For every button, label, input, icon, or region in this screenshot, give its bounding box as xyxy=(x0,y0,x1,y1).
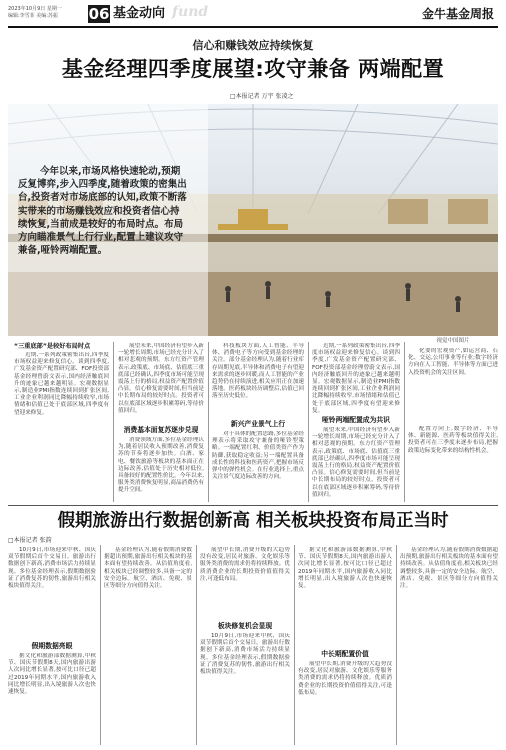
article2-col-2: 据文化和旅游部数据测算,中秋节、国庆节假期8天,国内旅游出游人次同比增长显著,按可比口径已超过2019年同期水平,国内旅游收入同比增长明显,出入境旅游人次也快速恢复。 xyxy=(8,653,96,696)
article2-col-5: 10月9日,市场迎来中秋、国庆双节假期后首个交易日。旅游出行数据创下新高,消费市场活力持续显现。多位基金经理表示,假期数据验证了消费复苏的韧性,旅游出行相关板块值得关注。 xyxy=(200,633,290,676)
article1-kicker: 信心和赚钱效应持续恢复 xyxy=(192,39,314,52)
article1-col-7: 展望未来,中国经济有望步入新一轮增长周期,市场已经充分计入了相对悲观的预期。东方红资产管理表示,政策底、市场底、估值底三重底部已经确认,四季度市场可能呈现震荡上行的格局,权益资产配置价值凸显。信心修复需要时间,但当前是中长期布局的较好时点。投资者可以在底部区域逐步积累筹码,等待价值回归。 xyxy=(312,427,400,498)
article2-col-1: 10月9日,市场迎来中秋、国庆双节假期后首个交易日。旅游出行数据创下新高,消费市场活力持续显现。多位基金经理表示,假期数据验证了消费复苏的韧性,旅游出行相关板块值得关注。 xyxy=(8,547,96,590)
article1-subhead-1: “三重底部”是较好布局时点 xyxy=(14,343,91,350)
photo-credit: 视觉中国图片 xyxy=(436,338,470,344)
article1-byline: □本报记者 万宇 张凌之 xyxy=(230,93,294,100)
section-english-label: fund xyxy=(172,4,209,20)
article1-col-1: 近期,一系列政策密集出台,四季度市场权益迎来修复信心。谈到四季度,广发基金资产配置研究部、FOF投资部基金经理曾蔚文表示,国内经济触底回升的迹象已越来越明显。宏观数据显示,制造业PMI指数连续回到扩张区间,工业企业利润同比降幅持续收窄,市场情绪和估值已处于底部区域,四季度有望迎来修复。 xyxy=(14,352,109,416)
article1-subhead-2: 消费基本面复苏逐步兑现 xyxy=(123,426,199,434)
column-divider xyxy=(113,342,114,502)
article2-subhead-1: 假期数据亮眼 xyxy=(31,642,73,650)
section-title: 基金动向 xyxy=(113,6,166,21)
newspaper-logo: 金牛基金周报 xyxy=(422,7,495,21)
article2-subhead-3: 中长期配置价值 xyxy=(321,650,369,658)
article2-headline: 假期旅游出行数据创新高 相关板块投资布局正当时 xyxy=(57,511,449,531)
article2-byline: □本报记者 张韵 xyxy=(8,537,52,544)
article2-col-7: 展望中长期,消费升级的大趋势没有改变,居民对旅游、文化娱乐等服务类消费的需求仍将持续释放。优质消费企业的长期投资价值值得关注,可逢低布局。 xyxy=(298,661,392,696)
column-divider xyxy=(196,545,197,745)
column-divider xyxy=(100,545,101,745)
article1-lead: 今年以来,市场风格快速轮动,预期反复博弈,步入四季度,随着政策的密集出台,投资者对市场底部的认知,政策不断落实带来的市场赚钱效应和投资者信心持续恢复,当前成是较好的布局时点。布局方向瞄准景气上行行业,配置上建议攻守兼备,哑铃两端配置。 xyxy=(18,166,187,257)
article1-headline: 基金经理四季度展望:攻守兼备 两端配置 xyxy=(61,57,445,81)
masthead-date: 2023年10月9日 星期一 编辑:李雪菲 美编:苏振 xyxy=(8,6,62,19)
article2-subhead-2: 板块修复机会显现 xyxy=(217,622,273,630)
header-rule xyxy=(8,26,498,28)
article1-col-6: 近期,一系列政策密集出台,四季度市场权益迎来修复信心。谈到四季度,广发基金资产配置研究部、FOF投资部基金经理曾蔚文表示,国内经济触底回升的迹象已越来越明显。宏观数据显示,制造业PMI指数连续回到扩张区间,工业企业利润同比降幅持续收窄,市场情绪和估值已处于底部区域,四季度有望迎来修复。 xyxy=(312,343,400,413)
article1-subhead-4: 哑铃两端配置成为共识 xyxy=(322,416,390,424)
article1-col-3: 消费领域方面,多位基金经理认为,随着居民收入预期改善,消费复苏的节奏将逐步加快。白酒、家电、餐饮旅游等板块的基本面正在边际改善,估值处于历史相对低位,具备较好的配置性价比。今年以来,服务类消费恢复明显,商品消费仍有提升空间。 xyxy=(118,437,204,494)
article2-col-8: 基金经理认为,随着假期消费数据超出预期,旅游出行相关板块的基本面有望持续改善。从估值角度看,相关板块已经调整较多,具备一定的安全边际。航空、酒店、免税、景区等细分方向值得关注。 xyxy=(400,547,498,590)
article2-col-4: 展望中长期,消费升级的大趋势没有改变,居民对旅游、文化娱乐等服务类消费的需求仍将持续释放。优质消费企业的长期投资价值值得关注,可逢低布局。 xyxy=(200,547,290,582)
article2-col-3: 基金经理认为,随着假期消费数据超出预期,旅游出行相关板块的基本面有望持续改善。从估值角度看,相关板块已经调整较多,具备一定的安全边际。航空、酒店、免税、景区等细分方向值得关注。 xyxy=(104,547,192,590)
sidebar-col-2: 配置方向上,数字经济、半导体、新能源、医药等板块值得关注,投资者可在三季度末逐步布局,把握政策边际变化带来的结构性机会。 xyxy=(408,426,498,454)
column-divider xyxy=(208,342,209,502)
article1-col-5: 对于具体的配置思路,多位基金经理表示将采取攻守兼备的哑铃型策略。一端配置红利、价值类资产作为防御,获取稳定收益;另一端配置具备成长性的科技和医药资产,把握市场反弹中的弹性机会。在行业选择上,重点关注景气度边际改善的方向。 xyxy=(212,431,304,481)
article2-col-6: 据文化和旅游部数据测算,中秋节、国庆节假期8天,国内旅游出游人次同比增长显著,按可比口径已超过2019年同期水平,国内旅游收入同比增长明显,出入境旅游人次也快速恢复。 xyxy=(298,547,392,590)
column-divider xyxy=(396,545,397,745)
sidebar-col-1: 化要的宏观资产,如运营商、石化、交运,公用事业等行业;数字经济方向在人工智能、半导体等方面已进入投资机会的关注区间。 xyxy=(408,348,498,376)
column-divider xyxy=(294,545,295,745)
article1-col-4: 科技板块方面,人工智能、半导体、消费电子等方向受到基金经理的关注。部分基金经理认为,随着行业库存周期见底,半导体和消费电子有望迎来需求的逐步回暖,而人工智能的产业趋势仍在持续演进,相关应用正在加速落地。医药板块经历调整后,估值已回落至历史低位。 xyxy=(212,343,304,400)
column-divider xyxy=(308,342,309,502)
page-number: 06 xyxy=(88,5,110,23)
section-rule xyxy=(8,505,498,506)
article1-col-2: 展望未来,中国经济有望步入新一轮增长周期,市场已经充分计入了相对悲观的预期。东方红资产管理表示,政策底、市场底、估值底三重底部已经确认,四季度市场可能呈现震荡上行的格局,权益资产配置价值凸显。信心修复需要时间,但当前是中长期布局的较好时点。投资者可以在底部区域逐步积累筹码,等待价值回归。 xyxy=(118,343,204,414)
column-divider xyxy=(404,342,405,502)
article1-subhead-3: 新兴产业景气上行 xyxy=(230,420,286,428)
